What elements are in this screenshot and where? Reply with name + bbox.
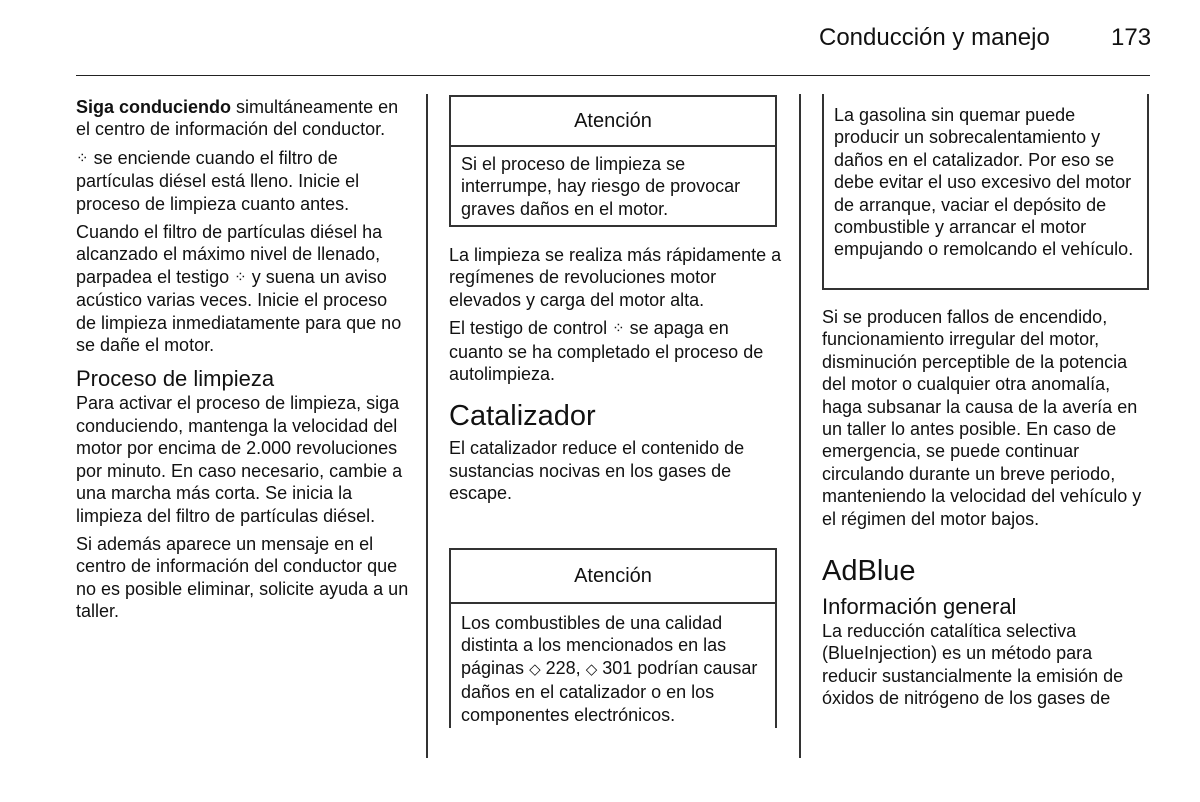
warning-text — [451, 604, 775, 726]
column-divider — [426, 94, 428, 758]
filter-warning-icon: ⁘ — [76, 149, 89, 167]
paragraph: Si se producen fallos de encendido, funcionamiento irregular del motor, disminución perceptible de la potencia del motor o cualquier otra anomalía, haga subsanar la causa de la avería en un taller lo antes posible. En caso de emergencia, se puede continuar circulando durante un breve periodo, manteniendo la velocidad del vehículo y el régimen del motor bajos. — [822, 307, 1142, 529]
filter-warning-icon: ⁘ — [234, 268, 247, 286]
column-divider — [799, 94, 801, 758]
text: Cuando el filtro de partículas diésel ha alcanzado el máximo nivel de llenado, parpadea el testigo — [76, 222, 383, 287]
paragraph — [76, 96, 411, 141]
page-number: 173 — [1111, 24, 1152, 51]
page-reference[interactable]: 228 — [545, 657, 576, 678]
column-3 — [822, 306, 1152, 716]
page-reference-icon: ◇ — [585, 660, 598, 678]
text: simultáneamente en el centro de información del conductor. — [76, 97, 399, 140]
page-reference-icon: ◇ — [529, 660, 541, 678]
paragraph — [449, 317, 784, 385]
warning-box-continued — [822, 94, 1149, 290]
page-reference[interactable]: 301 — [602, 657, 633, 678]
paragraph — [76, 147, 411, 215]
text: y suena un aviso acústico varias veces. Inicie el proceso de limpieza inmediatamente para que no se dañe el motor. — [76, 266, 402, 356]
warning-box — [449, 95, 777, 227]
column-2 — [449, 244, 784, 511]
warning-heading: Atención — [451, 97, 775, 147]
section-title: Catalizador — [449, 400, 596, 433]
warning-box — [449, 548, 777, 728]
filter-warning-icon: ⁘ — [612, 320, 625, 338]
paragraph: La limpieza se realiza más rápidamente a regímenes de revoluciones motor elevados y carga del motor alta. — [449, 245, 782, 310]
paragraph — [76, 221, 411, 356]
section-title: AdBlue — [822, 555, 916, 588]
subsection-heading: Información general — [822, 594, 1017, 620]
paragraph: El catalizador reduce el contenido de sustancias nocivas en los gases de escape. — [449, 438, 745, 504]
text: Los combustibles de una calidad distinta a los mencionados en las páginas — [461, 613, 727, 678]
text: , — [575, 657, 586, 678]
text: se apaga en cuanto se ha completado el proceso de autolimpieza. — [449, 318, 764, 385]
column-1 — [76, 96, 411, 629]
paragraph: La reducción catalítica selectiva (BlueInjection) es un método para reducir sustancialmente la emisión de óxidos de nitrógeno de los gases de — [822, 621, 1124, 709]
paragraph: Si además aparece un mensaje en el centro de información del conductor que no es posible eliminar, solicite ayuda a un taller. — [76, 533, 409, 622]
text: se enciende cuando el filtro de partículas diésel está lleno. Inicie el proceso de limpieza cuanto antes. — [76, 147, 360, 214]
section-heading: Proceso de limpieza — [76, 366, 275, 392]
header-rule — [76, 75, 1150, 76]
text: podrían causar daños en el catalizador o en los componentes electrónicos. — [461, 657, 758, 725]
paragraph: Para activar el proceso de limpieza, siga conduciendo, mantenga la velocidad del motor por encima de 2.000 revoluciones por minuto. En caso necesario, cambie a una marcha más corta. Se inicia la limpieza del filtro de partículas diésel. — [76, 393, 403, 526]
bold-text: Siga conduciendo — [76, 97, 232, 117]
warning-text: Si el proceso de limpieza se interrumpe, hay riesgo de provocar graves daños en el motor. — [461, 154, 741, 219]
warning-heading: Atención — [451, 550, 775, 604]
warning-text: La gasolina sin quemar puede producir un sobrecalentamiento y daños en el catalizador. Por eso se debe evitar el uso excesivo del motor de arranque, vaciar el depósito de combustible y arrancar el motor empujando o remolcando el vehículo. — [834, 105, 1134, 260]
header-title: Conducción y manejo — [819, 24, 1050, 51]
text: El testigo de control — [449, 318, 613, 339]
